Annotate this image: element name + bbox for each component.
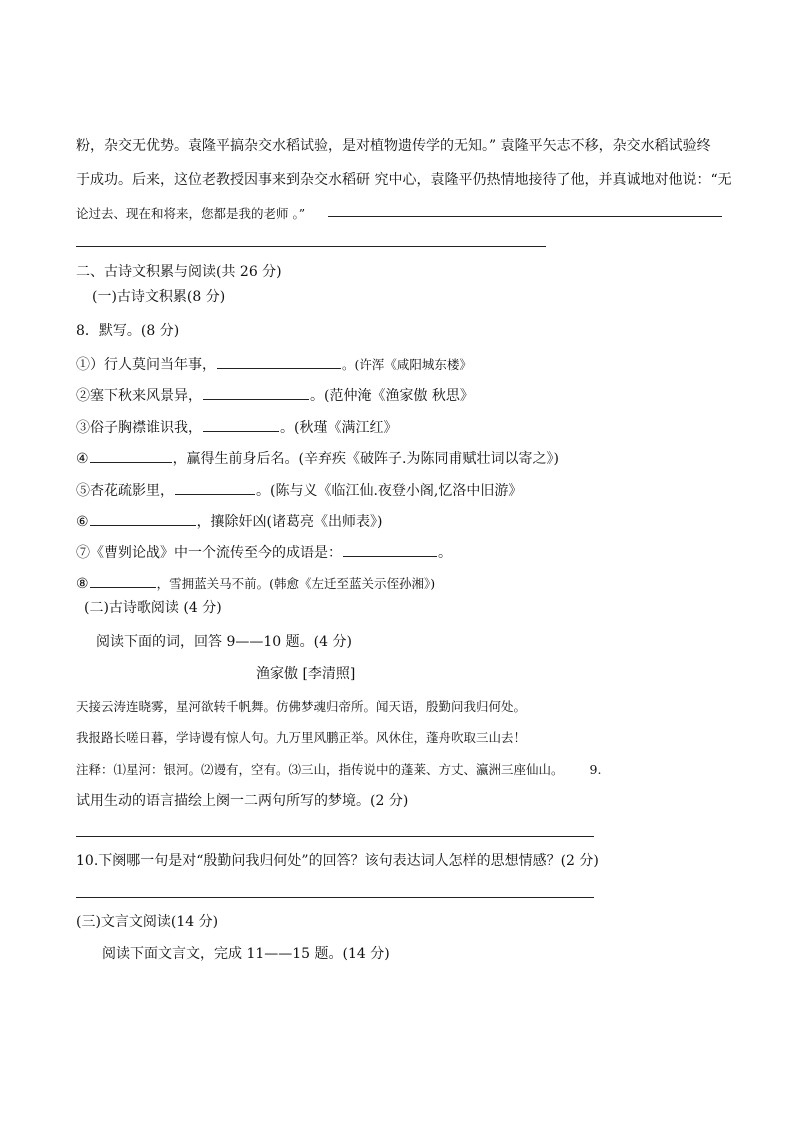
q9-text: 试用生动的语言描绘上阕一二两句所写的梦境。(2 分) — [76, 793, 409, 809]
item-source: ，赢得生前身后名。(辛弃疾《破阵子.为陈同甫赋壮词以寄之》) — [172, 451, 559, 467]
fill-blank[interactable] — [343, 541, 437, 557]
fill-blank[interactable] — [203, 416, 279, 432]
item-text: ⑦《曹刿论战》中一个流传至今的成语是： — [76, 545, 342, 561]
item-source: ，攘除奸凶(诸葛亮《出师表》) — [196, 514, 383, 530]
item-text: ②塞下秋来风景异， — [76, 388, 202, 404]
notes-text: 注释：⑴星河：银河。⑵谩有，空有。⑶三山，指传说中的蓬莱、方丈、瀛洲三座仙山。 — [76, 762, 564, 777]
q8-item-3 — [76, 416, 397, 438]
answer-line-passage[interactable] — [328, 216, 722, 217]
poem-title: 渔家傲 [李清照] — [256, 666, 356, 682]
passage-line-3: 论过去、现在和将来，您都是我的老师 。” — [76, 206, 306, 221]
item-source: 。(许浑《咸阳城东楼》 — [342, 357, 472, 372]
part-1-title: (一)古诗文积累(8 分) — [92, 289, 226, 305]
q9-number: 9. — [589, 762, 602, 777]
passage-line-1: 粉，杂交无优势。袁隆平搞杂交水稻试验，是对植物遗传学的无知。” 袁隆平矢志不移，杂交水稻试验终 — [76, 138, 711, 154]
q8-item-2 — [76, 384, 474, 406]
fill-blank[interactable] — [90, 447, 172, 463]
q8-item-4 — [76, 447, 559, 469]
part-2-instruction: 阅读下面的词，回答 9——10 题。(4 分) — [96, 634, 352, 650]
part-3-title: (三)文言文阅读(14 分) — [76, 914, 219, 930]
fill-blank[interactable] — [90, 510, 196, 526]
q8-item-7 — [76, 541, 452, 563]
item-source: ，雪拥蓝关马不前。(韩愈《左迁至蓝关示侄孙湘》) — [156, 576, 436, 591]
item-text: ⑤杏花疏影里， — [76, 483, 174, 499]
part-2-title: (二)古诗歌阅读 (4 分) — [84, 600, 222, 616]
item-source: 。(范仲淹《渔家傲 秋思》 — [310, 388, 474, 404]
q8-item-5 — [76, 479, 522, 501]
poem-line-2: 我报路长嗟日暮，学诗谩有惊人句。九万里风鹏正举。风休住，蓬舟吹取三山去！ — [76, 730, 527, 745]
passage-line-2: 于成功。后来，这位老教授因事来到杂交水稻研 究中心，袁隆平仍热情地接待了他，并真诚地对他说：“无 — [76, 172, 732, 188]
poem-notes — [76, 760, 601, 780]
answer-line-q10[interactable] — [76, 897, 594, 898]
item-text: ④ — [76, 451, 89, 467]
answer-line-passage-2[interactable] — [76, 246, 546, 247]
fill-blank[interactable] — [217, 353, 341, 369]
item-source: 。(秋瑾《满江红》 — [280, 420, 398, 436]
q8-item-6 — [76, 510, 383, 532]
q10-text: 10.下阕哪一句是对“殷勤问我归何处”的回答？该句表达词人怎样的思想情感？(2 分) — [76, 853, 599, 869]
fill-blank[interactable] — [203, 384, 309, 400]
item-source: 。 — [438, 545, 452, 561]
item-text: ③俗子胸襟谁识我， — [76, 420, 202, 436]
item-source: 。(陈与义《临江仙.夜登小阁,忆洛中旧游》 — [256, 483, 523, 499]
item-text: ⑧ — [76, 576, 89, 592]
q8-item-8 — [76, 572, 435, 594]
part-3-instruction: 阅读下面文言文，完成 11——15 题。(14 分) — [102, 946, 390, 962]
answer-line-q9[interactable] — [76, 836, 594, 837]
q8-title: 8．默写。(8 分) — [76, 323, 180, 339]
fill-blank[interactable] — [90, 572, 156, 588]
q8-item-1 — [76, 353, 472, 375]
poem-line-1: 天接云涛连晓雾，星河欲转千帆舞。仿佛梦魂归帝所。闻天语，殷勤问我归何处。 — [76, 699, 527, 714]
item-text: ⑥ — [76, 514, 89, 530]
section-2-title: 二、古诗文积累与阅读(共 26 分) — [76, 264, 282, 280]
item-text: ①）行人莫问当年事， — [76, 357, 216, 373]
fill-blank[interactable] — [175, 479, 255, 495]
